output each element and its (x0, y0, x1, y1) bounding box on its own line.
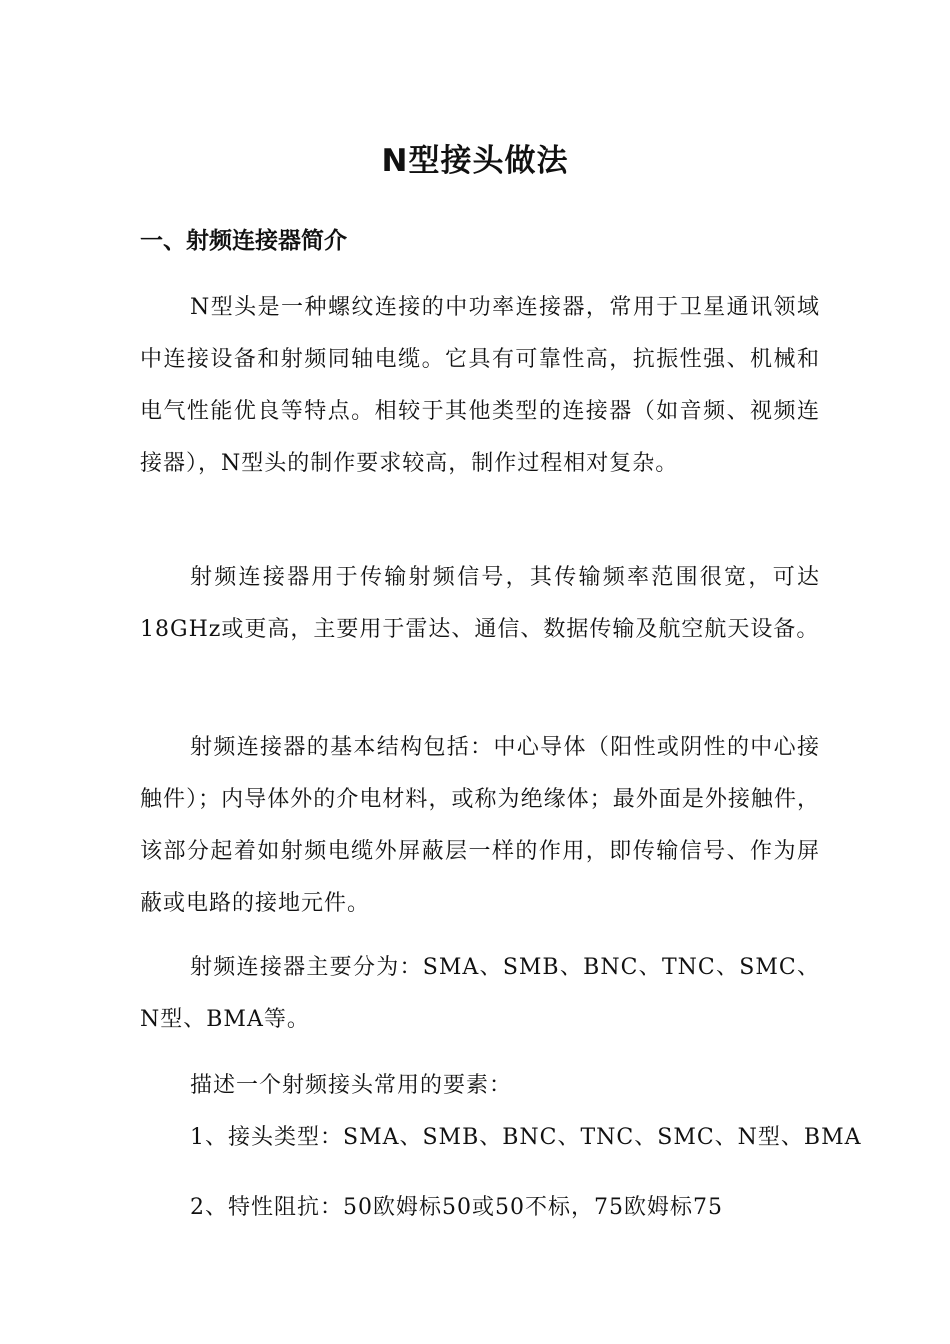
paragraph-intro: N型头是一种螺纹连接的中功率连接器，常用于卫星通讯领域中连接设备和射频同轴电缆。它具有可靠性高，抗振性强、机械和电气性能优良等特点。相较于其他类型的连接器（如音频、视频连接器），N型头的制作要求较高，制作过程相对复杂。 (140, 295, 820, 476)
section-heading: 一、射频连接器简介 (140, 228, 347, 254)
element-item-1: 1、接头类型：SMA、SMB、BNC、TNC、SMC、N型、BMA (190, 1125, 862, 1150)
document-title: N型接头做法 (381, 143, 569, 179)
paragraph-frequency: 射频连接器用于传输射频信号，其传输频率范围很宽，可达18GHz或更高，主要用于雷达、通信、数据传输及航空航天设备。 (140, 565, 820, 642)
element-item-2: 2、特性阻抗：50欧姆标50或50不标，75欧姆标75 (190, 1195, 723, 1220)
elements-intro: 描述一个射频接头常用的要素： (190, 1073, 513, 1098)
paragraph-structure: 射频连接器的基本结构包括：中心导体（阳性或阴性的中心接触件）；内导体外的介电材料，或称为绝缘体；最外面是外接触件，该部分起着如射频电缆外屏蔽层一样的作用，即传输信号、作为屏蔽或电路的接地元件。 (140, 735, 820, 916)
paragraph-types: 射频连接器主要分为：SMA、SMB、BNC、TNC、SMC、N型、BMA等。 (140, 955, 820, 1032)
